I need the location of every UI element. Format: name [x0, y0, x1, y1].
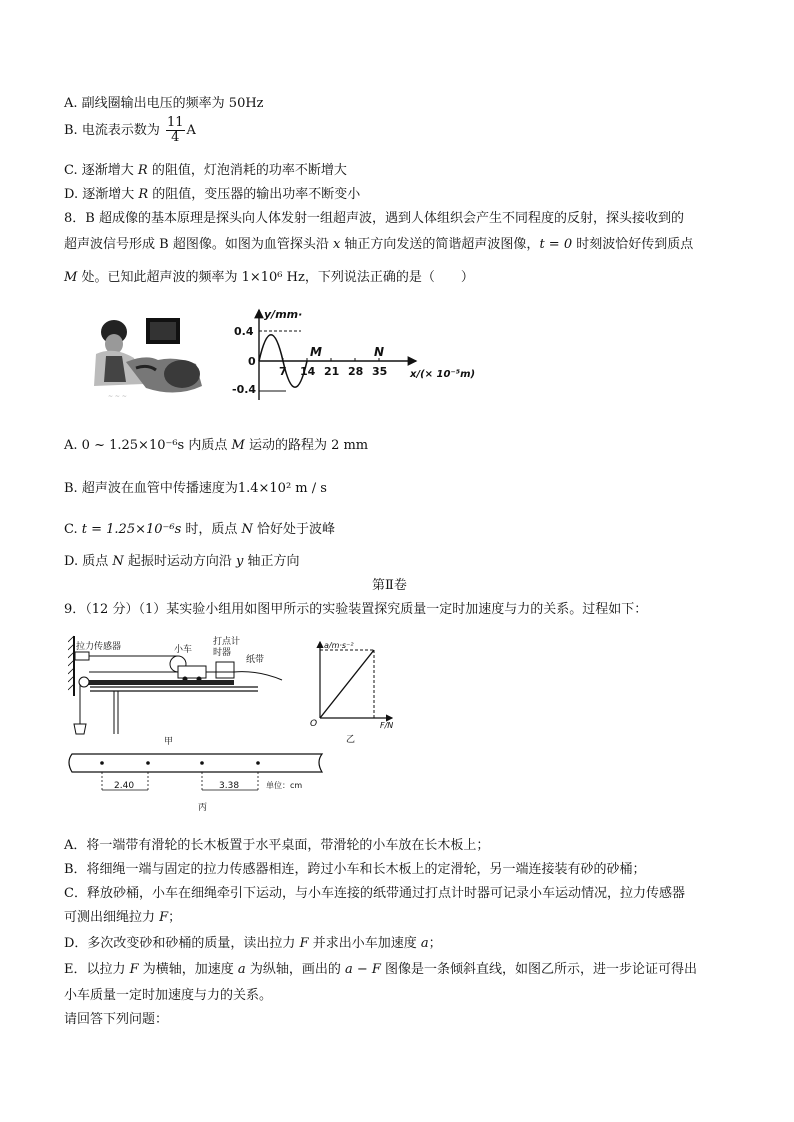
q9-prompt: 请回答下列问题： — [64, 1012, 169, 1027]
wave-point-N: N — [374, 345, 385, 359]
wave-y-label: y/mm· — [264, 308, 303, 321]
label-car: 小车 — [174, 645, 193, 655]
wave-point-M: M — [310, 345, 322, 359]
figure-bing-tape — [66, 748, 328, 814]
label-timer-2: 时器 — [213, 648, 232, 658]
q8-stem-line1: 8．B 超成像的基本原理是探头向人体发射一组超声波，遇到人体组织会产生不同程度的反射，探头接收到的 — [64, 211, 684, 226]
wave-x-label: x/(× 10⁻⁵m) — [410, 369, 476, 380]
ultrasound-photo — [86, 312, 210, 402]
q8-option-b: B. 超声波在血管中传播速度为1.4×10² m / s — [64, 481, 327, 496]
wave-x-tick-14: 14 — [300, 365, 316, 378]
wave-y-zero: 0 — [248, 355, 256, 368]
q9-step-c-line2: 可测出细绳拉力 F； — [64, 910, 182, 925]
q8-option-a: A. 0 ~ 1.25×10⁻⁶s 内质点 M 运动的路程为 2 mm — [64, 438, 369, 453]
wave-x-tick-35: 35 — [372, 365, 388, 378]
q9-step-e-line1: E．以拉力 F 为横轴，加速度 a 为纵轴，画出的 a − F 图像是一条倾斜直线，如图乙所示，进一步论证可得出 — [64, 962, 698, 977]
q7-option-d: D. 逐渐增大 R 的阻值，变压器的输出功率不断变小 — [64, 187, 361, 202]
q9-step-d: D．多次改变砂和砂桶的质量，读出拉力 F 并求出小车加速度 a； — [64, 936, 442, 951]
q7-option-a: A. 副线圈输出电压的频率为 50Hz — [64, 96, 264, 111]
q8-stem-line2: 超声波信号形成 B 超图像。如图为血管探头沿 x 轴正方向发送的简谐超声波图像，t = 0 时刻波恰好传到质点 — [64, 237, 694, 252]
section-title: 第Ⅱ卷 — [372, 578, 407, 593]
yi-origin: O — [310, 719, 318, 729]
q9-intro: 9．（12 分）（1）某实验小组用如图甲所示的实验装置探究质量一定时加速度与力的关系。过程如下： — [64, 602, 648, 617]
q7-option-c: C. 逐渐增大 R 的阻值，灯泡消耗的功率不断增大 — [64, 163, 347, 178]
q9-step-c-line1: C．释放砂桶，小车在细绳牵引下运动，与小车连接的纸带通过打点计时器可记录小车运动情况，拉力传感器 — [64, 886, 685, 901]
q9-step-b: B．将细绳一端与固定的拉力传感器相连，跨过小车和长木板上的定滑轮，另一端连接装有砂的砂桶； — [64, 862, 646, 877]
wave-graph — [226, 306, 486, 404]
bing-d1: 2.40 — [114, 781, 135, 791]
wave-y-top: 0.4 — [234, 325, 254, 338]
q8-stem-line3: M 处。已知此超声波的频率为 1×10⁶ Hz，下列说法正确的是（ ） — [64, 270, 474, 285]
caption-bing: 丙 — [198, 803, 208, 813]
yi-y-label: a/m·s⁻² — [324, 641, 354, 650]
q8-option-d: D. 质点 N 起振时运动方向沿 y 轴正方向 — [64, 554, 300, 569]
caption-jia: 甲 — [164, 737, 174, 746]
yi-x-label: F/N — [380, 721, 394, 730]
label-sensor: 拉力传感器 — [76, 642, 122, 652]
wave-x-tick-21: 21 — [324, 365, 340, 378]
q8-option-c: C. t = 1.25×10⁻⁶s 时，质点 N 恰好处于波峰 — [64, 522, 336, 537]
figure-jia-apparatus — [68, 634, 290, 746]
caption-yi: 乙 — [346, 735, 356, 745]
wave-x-tick-28: 28 — [348, 365, 364, 378]
wave-y-bottom: -0.4 — [232, 383, 257, 396]
label-tape: 纸带 — [246, 655, 265, 665]
bing-unit: 单位：cm — [266, 781, 303, 790]
wave-x-tick-7: 7 — [279, 365, 287, 378]
svg-text:~ ~ ~: ~ ~ ~ — [108, 393, 127, 400]
q9-step-e-line2: 小车质量一定时加速度与力的关系。 — [64, 988, 273, 1003]
fraction-11-4: $\frac{11}{4}$ — [166, 115, 184, 145]
q9-step-a: A．将一端带有滑轮的长木板置于水平桌面，带滑轮的小车放在长木板上； — [64, 838, 490, 853]
figure-yi-graph — [306, 636, 402, 746]
bing-d2: 3.38 — [219, 781, 240, 791]
q7-option-b: B. 电流表示数为 $\frac{11}{4}$ A — [64, 115, 196, 145]
label-timer-1: 打点计 — [213, 637, 241, 647]
